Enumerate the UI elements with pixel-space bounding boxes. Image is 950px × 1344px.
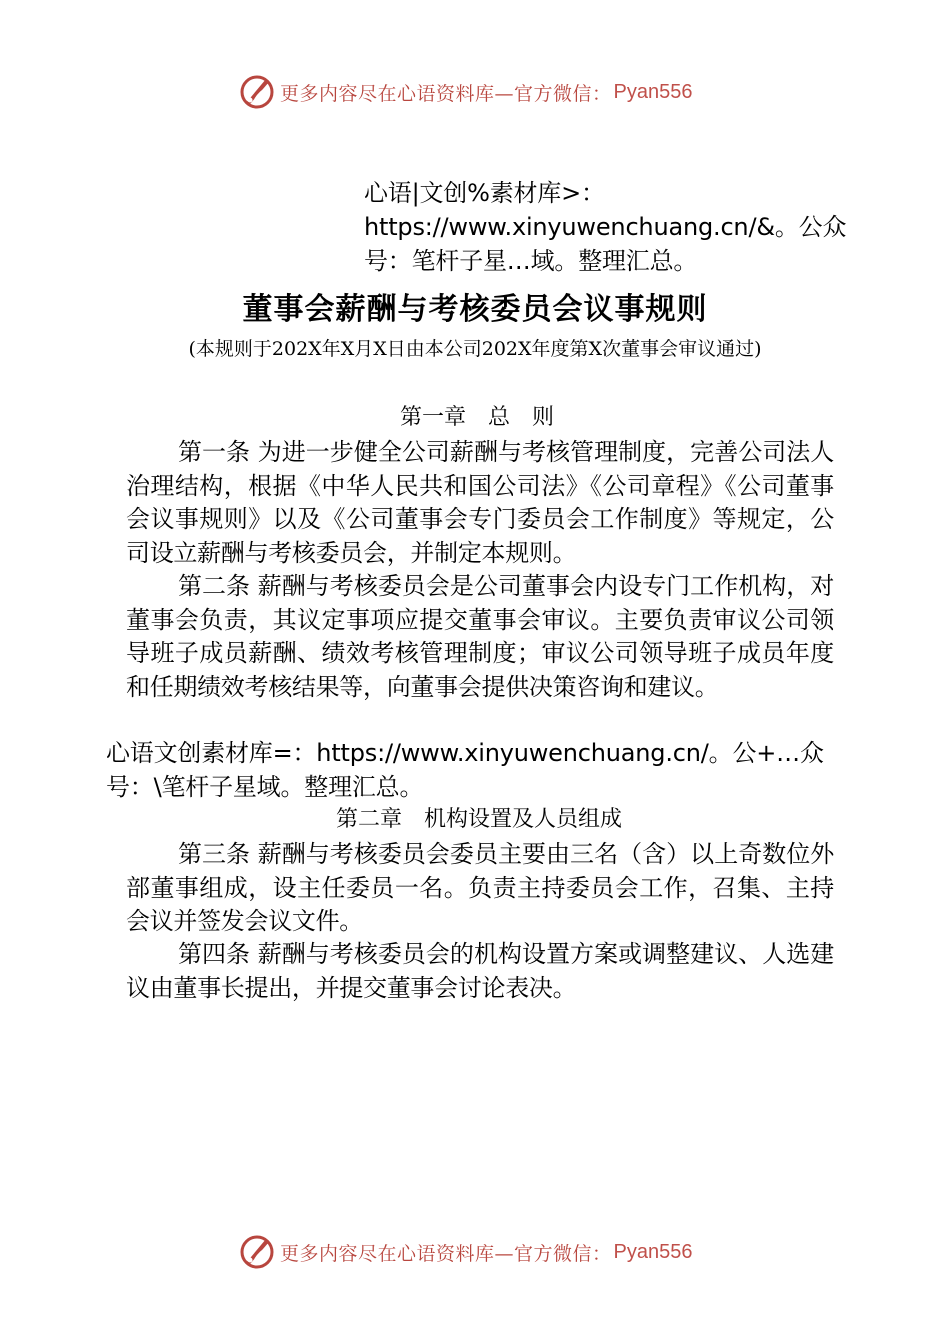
source-note-inline: 心语文创素材库=：https://www.xinyuwenchuang.cn/。公+…众号：\笔杆子星域。整理汇总。 bbox=[106, 739, 824, 801]
document-subtitle: (本规则于202X年X月X日由本公司202X年度第X次董事会审议通过) bbox=[188, 338, 762, 360]
document-title: 董事会薪酬与考核委员会议事规则 bbox=[242, 292, 708, 327]
banner-wechat-id: Pyan556 bbox=[613, 80, 693, 103]
quill-logo-icon bbox=[238, 73, 276, 111]
article-2: 第二条 薪酬与考核委员会是公司董事会内设专门工作机构，对董事会负责，其议定事项应提交董事会审议。主要负责审议公司领导班子成员薪酬、绩效考核管理制度；审议公司领导班子成员年度和任期绩效考核结果等，向董事会提供决策咨询和建议。 bbox=[126, 572, 834, 701]
article-4: 第四条 薪酬与考核委员会的机构设置方案或调整建议、人选建议由董事长提出，并提交董事会讨论表决。 bbox=[126, 940, 834, 1002]
banner-text: 更多内容尽在心语资料库—官方微信： bbox=[280, 1242, 612, 1265]
chapter-heading-2: 第二章 机构设置及人员组成 bbox=[335, 807, 622, 832]
footer-banner bbox=[238, 1232, 692, 1272]
chapter-heading-1: 第一章 总 则 bbox=[399, 405, 554, 430]
source-note-top: 心语|文创%素材库>：https://www.xinyuwenchuang.cn/&。公众号：笔杆子星…域。整理汇总。 bbox=[364, 179, 847, 275]
quill-logo-icon bbox=[238, 1233, 276, 1271]
article-1: 第一条 为进一步健全公司薪酬与考核管理制度，完善公司法人治理结构，根据《中华人民共和国公司法》《公司章程》《公司董事会议事规则》以及《公司董事会专门委员会工作制度》等规定，公司设立薪酬与考核委员会，并制定本规则。 bbox=[126, 438, 834, 567]
header-banner bbox=[238, 72, 692, 112]
banner-text: 更多内容尽在心语资料库—官方微信： bbox=[280, 82, 612, 105]
banner-wechat-id: Pyan556 bbox=[613, 1240, 693, 1263]
article-3: 第三条 薪酬与考核委员会委员主要由三名（含）以上奇数位外部董事组成，设主任委员一名。负责主持委员会工作，召集、主持会议并签发会议文件。 bbox=[126, 840, 834, 935]
